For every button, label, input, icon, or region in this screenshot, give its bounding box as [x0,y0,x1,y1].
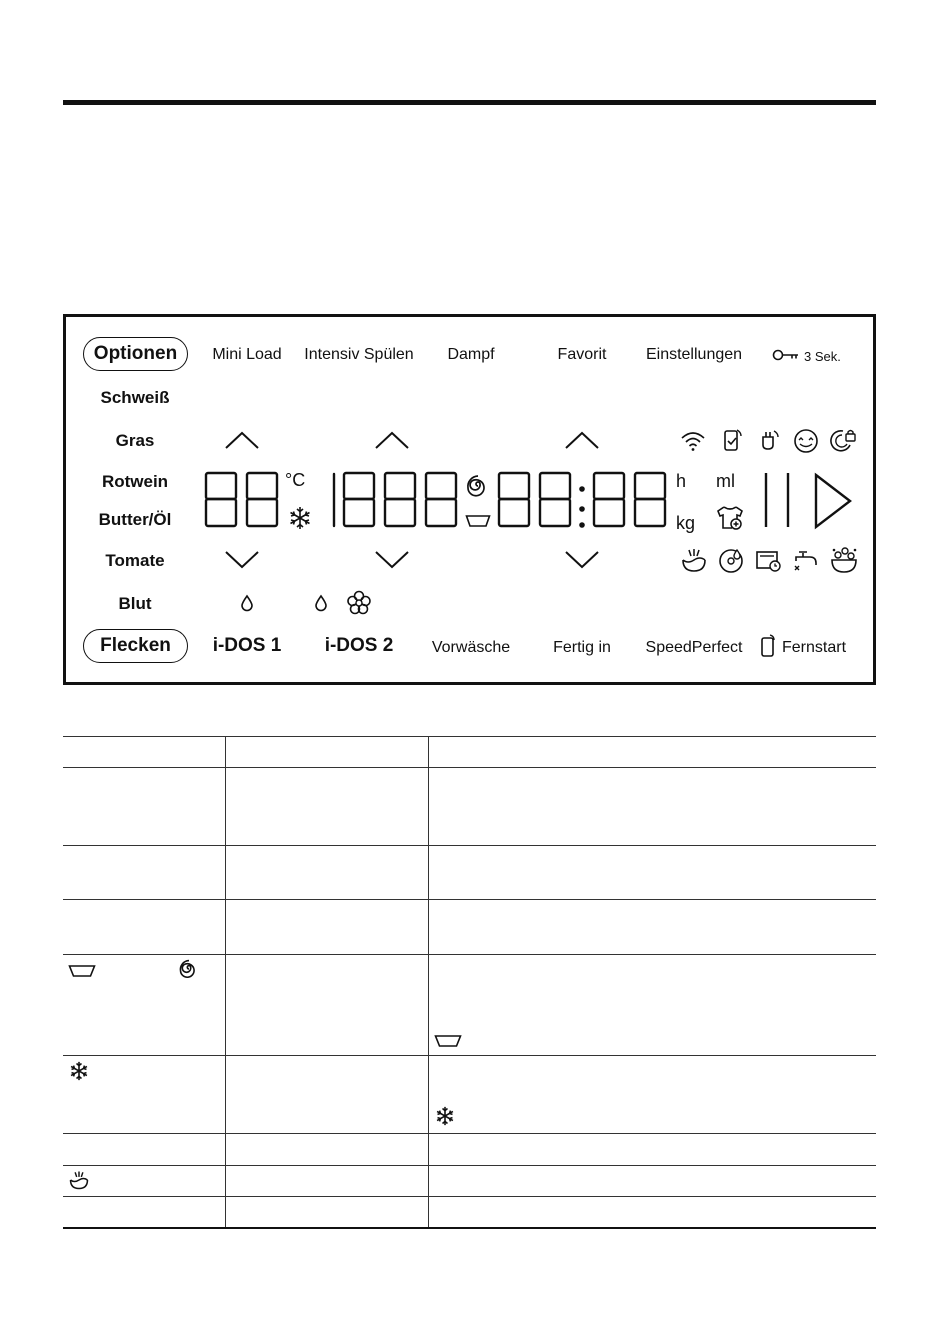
table-rule-6 [63,1055,876,1056]
table-rule-1 [63,736,876,737]
favorit-button[interactable]: Favorit [557,346,607,363]
stain-schweiss[interactable]: Schweiß [100,388,170,407]
remote-phone-icon [722,428,744,457]
idos2-drop-icon [314,594,328,617]
intensiv-spuelen-button[interactable]: Intensiv Spülen [304,346,414,363]
table-rule-4 [63,899,876,900]
flecken-label: Flecken [100,635,171,656]
spin-speed-display [330,471,462,534]
dampf-button[interactable]: Dampf [447,346,495,363]
table-col-divider-2 [428,736,429,1227]
table-basin-icon-2 [434,1034,462,1053]
wifi-icon [680,430,706,457]
table-rule-7 [63,1133,876,1134]
table-rule-2 [63,767,876,768]
drum-clean-icon [793,428,819,459]
remote-start-phone-icon [760,634,776,663]
ml-unit: ml [716,471,735,491]
table-snowflake-icon-2 [435,1106,455,1131]
vorwaesche-button[interactable]: Vorwäsche [431,639,511,656]
table-rule-8 [63,1165,876,1166]
einstellungen-button[interactable]: Einstellungen [645,346,743,363]
optionen-label: Optionen [93,343,178,364]
stain-blut[interactable]: Blut [118,594,152,613]
key-icon [772,348,800,367]
mini-load-button[interactable]: Mini Load [212,346,282,363]
fertig-in-button[interactable]: Fertig in [553,639,611,656]
plug-icon [758,428,780,457]
laundry-bubbles-icon [829,546,859,579]
stain-tomate[interactable]: Tomate [105,551,165,570]
basin-rinse-hold-icon [465,514,491,533]
child-lock-icon [830,427,858,458]
cold-wash-snowflake-icon [288,506,312,535]
stain-gras[interactable]: Gras [115,431,155,450]
spin-spiral-icon [465,473,491,504]
temperature-down-icon[interactable] [224,551,260,574]
pause-icon[interactable] [762,471,792,534]
table-rule-9 [63,1196,876,1197]
table-spiral-icon [178,958,200,985]
stain-butter-oel[interactable]: Butter/Öl [98,510,172,529]
optionen-button[interactable] [83,337,188,371]
time-up-icon[interactable] [564,431,600,454]
speedperfect-button[interactable]: SpeedPerfect [645,639,743,656]
start-play-icon[interactable] [813,472,853,535]
table-rule-5 [63,954,876,955]
key-hold-label: 3 Sek. [804,349,841,364]
stain-rotwein[interactable]: Rotwein [101,472,169,491]
table-basin-icon [68,964,96,983]
idos1-button[interactable]: i-DOS 1 [212,635,282,656]
table-col-divider-1 [225,736,226,1227]
idos1-drop-icon [240,594,254,617]
drum-stain-icon [717,547,745,580]
table-rule-3 [63,845,876,846]
detergent-timer-icon [755,549,783,578]
temperature-display [204,471,280,534]
table-drum-clean-hint-icon [68,1170,90,1195]
celsius-unit: °C [285,470,306,490]
spin-up-icon[interactable] [374,431,410,454]
top-rule [63,100,876,105]
flecken-button[interactable] [83,629,188,663]
fernstart-button[interactable]: Fernstart [782,639,847,656]
idos2-button[interactable]: i-DOS 2 [324,635,394,656]
table-snowflake-icon [69,1061,89,1086]
kg-unit: kg [676,513,696,533]
temperature-up-icon[interactable] [224,431,260,454]
time-down-icon[interactable] [564,551,600,574]
idos2-flower-icon [346,590,372,621]
spin-down-icon[interactable] [374,551,410,574]
add-laundry-shirt-icon [716,505,744,536]
table-rule-bottom [63,1227,876,1229]
time-display [497,471,669,534]
tap-off-icon [792,547,820,578]
drum-clean-hint-icon [680,547,708,578]
hours-unit: h [676,471,687,491]
